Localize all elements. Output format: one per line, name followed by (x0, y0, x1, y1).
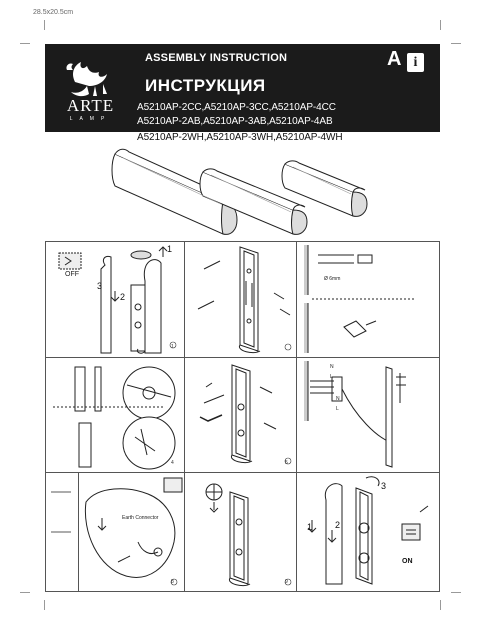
model-line-2: A5210AP-2AB,A5210AP-3AB,A5210AP-4AB (137, 116, 333, 127)
step9-number: 9 (285, 579, 288, 585)
step3-illustration (296, 241, 439, 357)
step9-illustration (184, 472, 296, 591)
info-glyph: i (413, 55, 418, 70)
crop-mark (451, 43, 461, 44)
step10-arrow-2: 2 (335, 520, 341, 530)
wire-label-l2: L (336, 406, 339, 412)
grid-divider (45, 591, 440, 592)
step1-arrow-3: 3 (97, 281, 103, 291)
wire-label-n2: N (336, 396, 340, 402)
step5-illustration (184, 357, 296, 472)
crop-mark (440, 600, 441, 610)
crop-mark (20, 43, 30, 44)
brand-name: ARTE (66, 96, 115, 115)
off-label: OFF (65, 271, 79, 278)
crop-mark (44, 20, 45, 30)
version-badge: A (387, 48, 402, 70)
assembly-title: ASSEMBLY INSTRUCTION (145, 52, 288, 64)
russian-title: ИНСТРУКЦИЯ (145, 76, 266, 95)
step8-number: 8 (171, 579, 174, 585)
wire-label-n1: N (330, 364, 334, 370)
model-line-1: A5210AP-2CC,A5210AP-3CC,A5210AP-4CC (137, 102, 336, 113)
step7-illustration (45, 472, 78, 591)
drill-size-note: Ø 6mm (324, 276, 341, 282)
sheet-size-label: 28.5x20.5cm (33, 9, 74, 16)
step10-arrow-1: 1 (307, 522, 313, 532)
step1-arrow-1: 1 (167, 244, 173, 254)
step4-illustration (45, 357, 184, 472)
earth-connector-label: Earth Connector (122, 515, 159, 521)
step1-number: 1 (171, 344, 174, 350)
step10-arrow-3: 3 (381, 481, 387, 491)
brand-sub: LAMP (69, 116, 112, 122)
on-label: ON (402, 558, 413, 565)
step4-number: 4 (171, 460, 174, 466)
step10-illustration (296, 472, 439, 591)
product-lamps-illustration (45, 44, 440, 244)
crop-mark (44, 600, 45, 610)
step5-number: 5 (285, 460, 288, 466)
step1-illustration (45, 241, 184, 357)
grid-divider (439, 241, 440, 592)
step6-illustration (296, 357, 439, 472)
wire-label-l1: L (330, 374, 333, 380)
crop-mark (451, 592, 461, 593)
step1-arrow-2: 2 (120, 292, 126, 302)
crop-mark (20, 592, 30, 593)
step2-illustration (184, 241, 296, 357)
crop-mark (440, 20, 441, 30)
model-line-3: A5210AP-2WH,A5210AP-3WH,A5210AP-4WH (137, 132, 343, 143)
instruction-sheet (45, 44, 440, 592)
step8-illustration (78, 472, 184, 591)
